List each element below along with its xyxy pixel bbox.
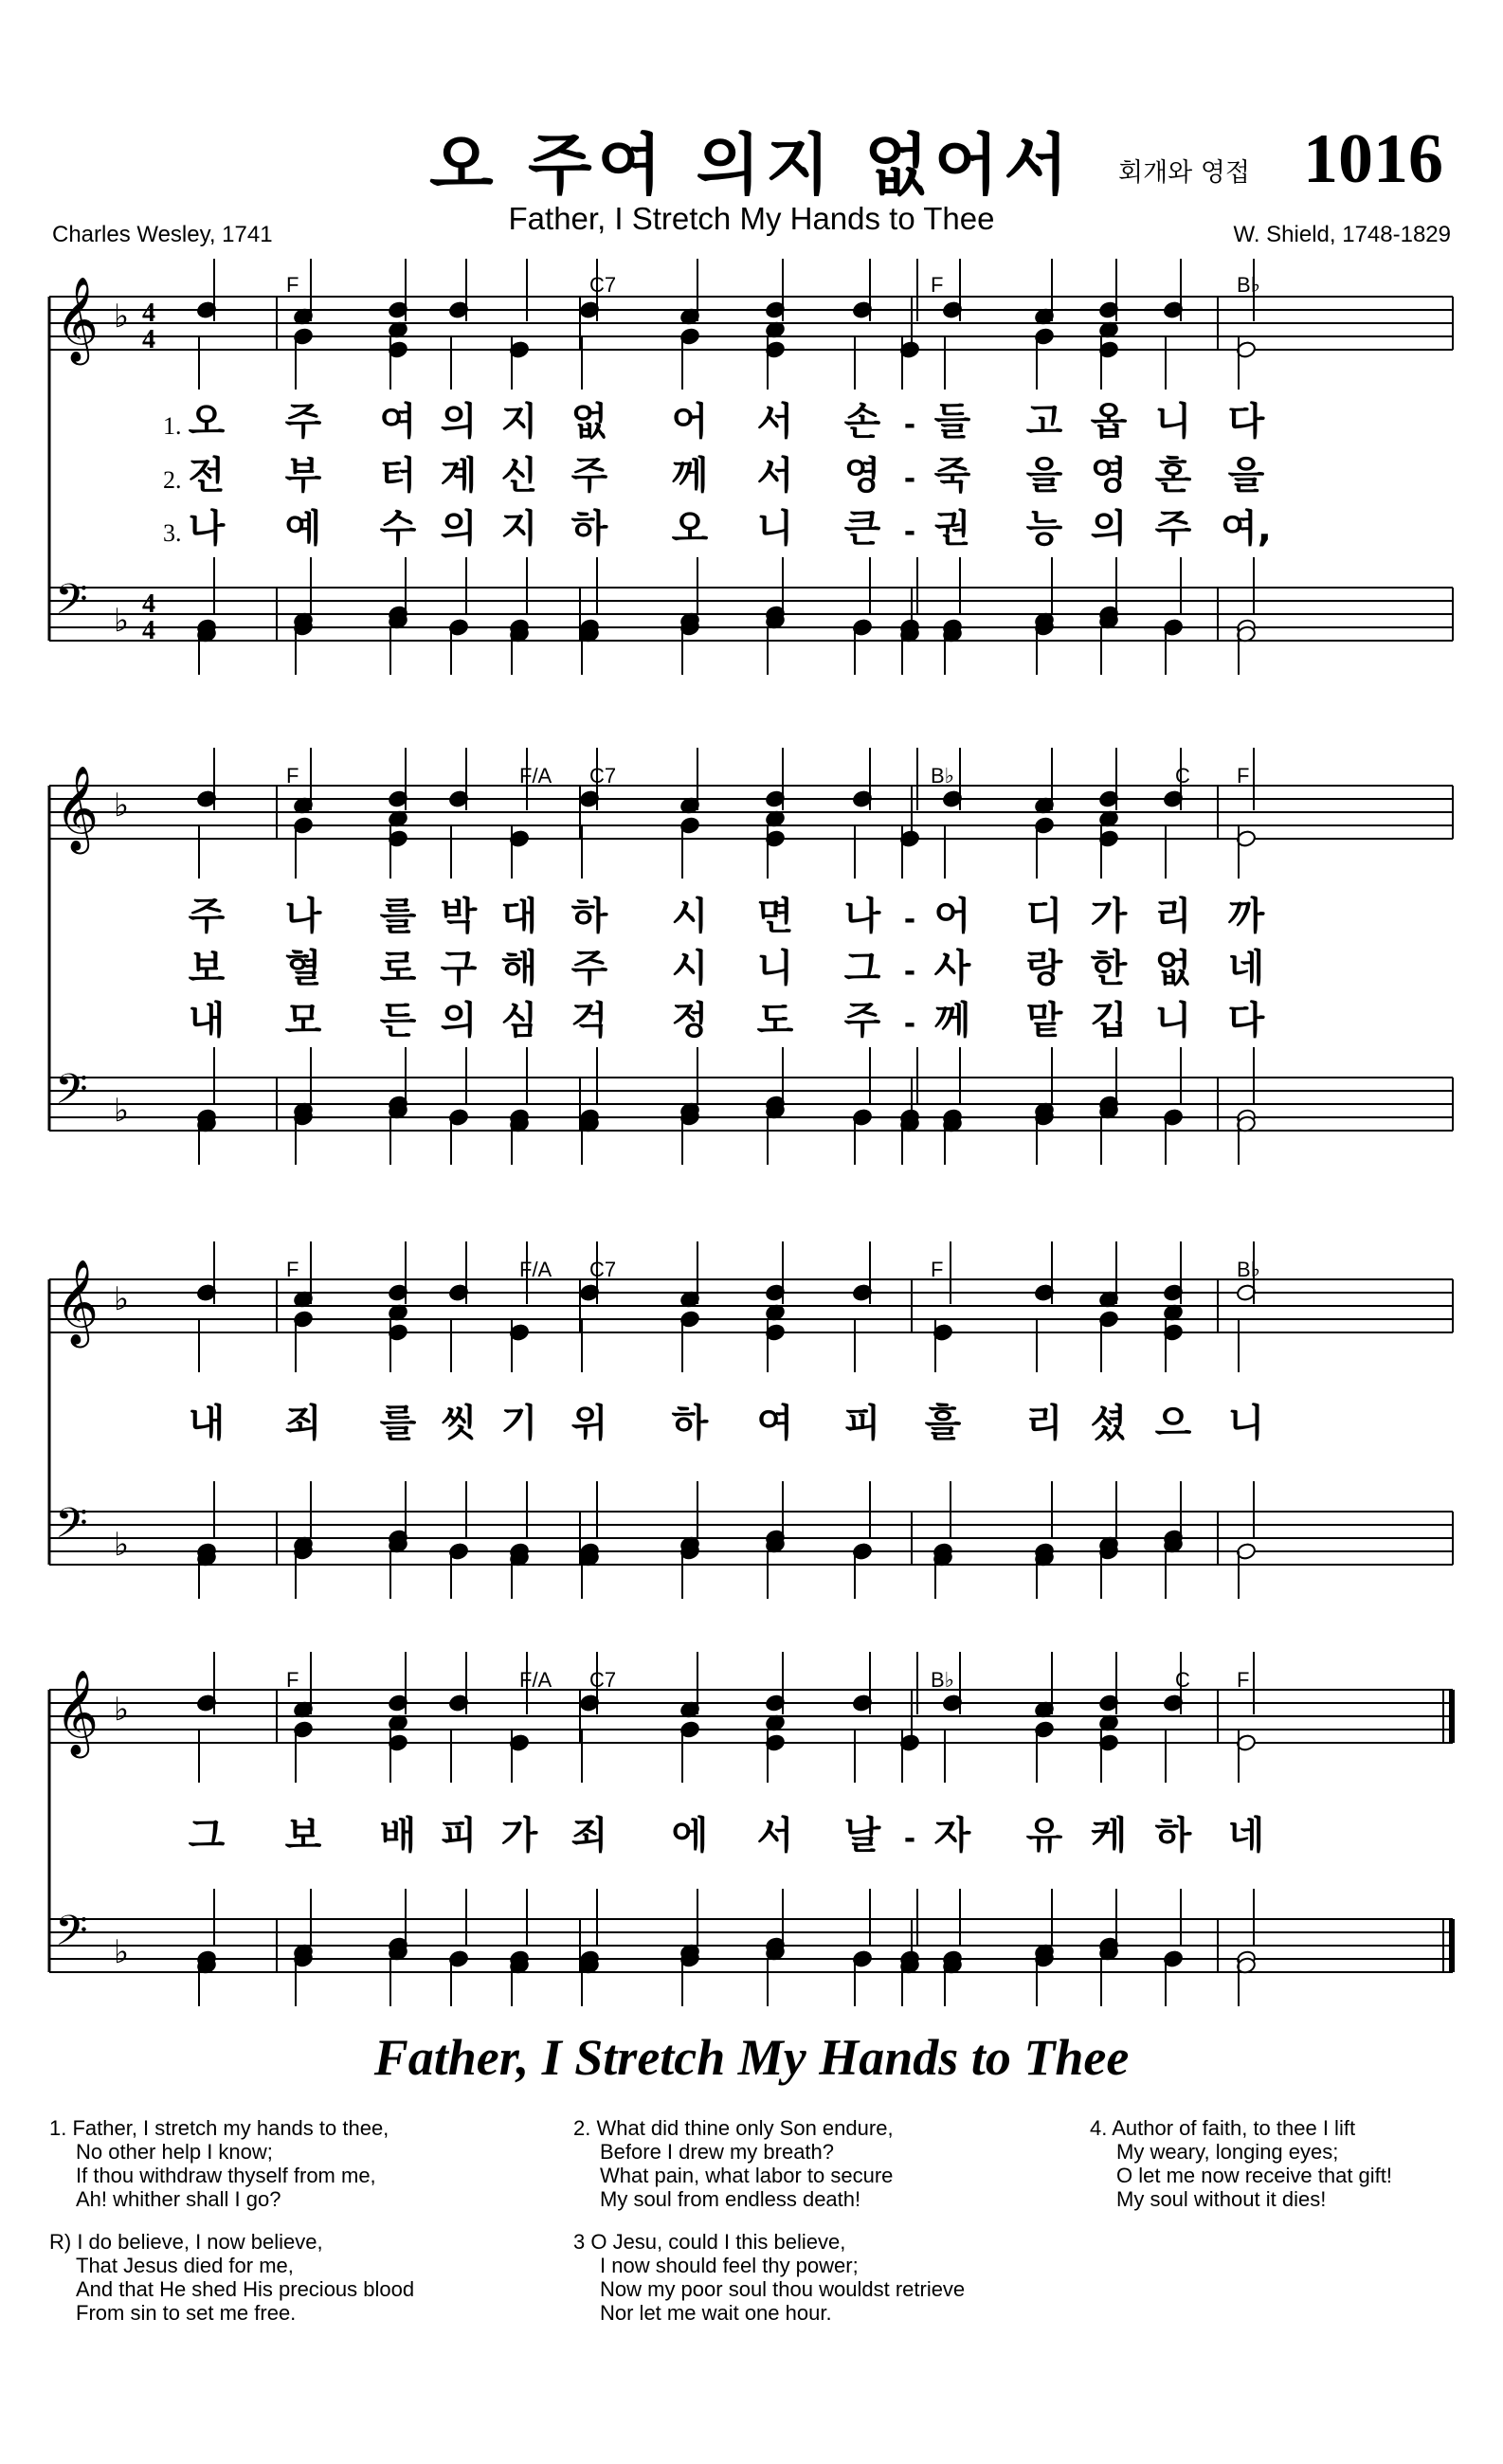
flat-sign: ♭ bbox=[114, 298, 130, 335]
lyric-syllable: 도 bbox=[756, 999, 794, 1042]
chord-symbol: C7 bbox=[589, 273, 617, 297]
lyric-syllable: 나 bbox=[188, 507, 226, 551]
lyric-syllable: 심 bbox=[500, 999, 538, 1042]
lyric-syllable: 의 bbox=[440, 400, 478, 444]
lyric-syllable: 셨 bbox=[1090, 1402, 1128, 1445]
lyric-syllable: 흘 bbox=[924, 1402, 962, 1445]
lyric-syllable: 에 bbox=[671, 1814, 709, 1857]
chord-symbol: F bbox=[286, 764, 299, 788]
lyric-syllable: 네 bbox=[1227, 947, 1265, 990]
bass-clef-icon: 𝄢 bbox=[55, 1906, 88, 1966]
chord-symbol: F bbox=[931, 1258, 944, 1281]
lyric-syllable: 대 bbox=[500, 895, 538, 938]
lyric-syllable: 내 bbox=[188, 999, 226, 1042]
chord-symbol: B♭ bbox=[1237, 273, 1261, 297]
chord-symbol: C bbox=[1175, 764, 1190, 788]
composer-credit: W. Shield, 1748-1829 bbox=[1233, 222, 1451, 247]
verse-line: Before I drew my breath? bbox=[600, 2140, 835, 2164]
verse-line: 2. What did thine only Son endure, bbox=[573, 2116, 894, 2140]
flat-sign: ♭ bbox=[114, 1691, 130, 1729]
lyric-syllable: 주 bbox=[1154, 507, 1192, 551]
lyric-syllable: 을 bbox=[1227, 454, 1265, 498]
lyric-syllable: 어 bbox=[933, 895, 971, 938]
lyric-syllable: 날 bbox=[843, 1814, 881, 1857]
verse-number: 1. bbox=[163, 412, 182, 440]
treble-clef-icon: 𝄞 bbox=[55, 1670, 100, 1755]
verse-line: Nor let me wait one hour. bbox=[600, 2301, 832, 2325]
verse-line: O let me now receive that gift! bbox=[1116, 2164, 1393, 2187]
lyric-syllable: 다 bbox=[1227, 400, 1265, 444]
flat-sign: ♭ bbox=[114, 787, 130, 824]
lyric-syllable: 나 bbox=[284, 895, 322, 938]
bass-clef-icon: 𝄢 bbox=[55, 574, 88, 634]
lyric-syllable: 맡 bbox=[1025, 999, 1063, 1042]
lyric-syllable: 니 bbox=[756, 507, 794, 551]
lyric-syllable: 자 bbox=[933, 1814, 971, 1857]
bass-clef-icon: 𝄢 bbox=[55, 1064, 88, 1124]
lyric-syllable: 그 bbox=[843, 947, 881, 990]
chord-symbol: C7 bbox=[589, 1668, 617, 1692]
lyric-syllable: 케 bbox=[1090, 1814, 1128, 1857]
lyric-syllable: 위 bbox=[570, 1402, 608, 1445]
treble-clef-icon: 𝄞 bbox=[55, 1259, 100, 1345]
lyric-syllable: 서 bbox=[756, 454, 794, 498]
lyric-syllable: 오 bbox=[188, 400, 226, 444]
lyric-syllable: 주 bbox=[284, 400, 322, 444]
lyric-syllable: 께 bbox=[933, 999, 971, 1042]
lyric-syllable: 니 bbox=[1227, 1402, 1265, 1445]
flat-sign: ♭ bbox=[114, 1092, 130, 1130]
lyric-syllable: 든 bbox=[379, 999, 417, 1042]
chord-symbol: F/A bbox=[519, 764, 552, 788]
time-signature: 4 bbox=[142, 616, 155, 645]
lyric-syllable: 옵 bbox=[1090, 400, 1128, 444]
chord-symbol: F bbox=[1237, 1668, 1250, 1692]
hymn-section: 회개와 영접 bbox=[1118, 158, 1250, 188]
lyric-syllable: 주 bbox=[843, 999, 881, 1042]
lyric-syllable: 터 bbox=[379, 454, 417, 498]
verse-number: 3. bbox=[163, 519, 182, 547]
verse-line: My soul without it dies! bbox=[1116, 2187, 1327, 2211]
english-refrain bbox=[49, 2230, 414, 2325]
lyric-syllable: 의 bbox=[1090, 507, 1128, 551]
verse-line: 1. Father, I stretch my hands to thee, bbox=[49, 2116, 389, 2140]
chord-symbol: B♭ bbox=[931, 1668, 955, 1692]
chord-symbol: C7 bbox=[589, 1258, 617, 1281]
lyric-syllable: 한 bbox=[1090, 947, 1128, 990]
lyric-syllable: 사 bbox=[933, 947, 971, 990]
time-signature: 4 bbox=[142, 325, 155, 354]
lyric-syllable: 으 bbox=[1154, 1402, 1192, 1445]
verse-line: That Jesus died for me, bbox=[76, 2254, 294, 2277]
lyric-syllable: 없 bbox=[570, 400, 608, 444]
lyric-syllable: - bbox=[903, 903, 916, 936]
lyric-syllable: 로 bbox=[379, 947, 417, 990]
lyric-syllable: 가 bbox=[1090, 895, 1128, 938]
chord-symbol: C7 bbox=[589, 764, 617, 788]
verse-line: From sin to set me free. bbox=[76, 2301, 297, 2325]
lyric-syllable: 유 bbox=[1025, 1814, 1063, 1857]
lyric-syllable: 부 bbox=[284, 454, 322, 498]
lyric-syllable: 하 bbox=[1154, 1814, 1192, 1857]
lyric-syllable: 해 bbox=[500, 947, 538, 990]
chord-symbol: C bbox=[1175, 1668, 1190, 1692]
verse-line: What pain, what labor to secure bbox=[600, 2164, 894, 2187]
lyric-syllable: 랑 bbox=[1025, 947, 1063, 990]
flat-sign: ♭ bbox=[114, 1280, 130, 1318]
lyric-syllable: 서 bbox=[756, 1814, 794, 1857]
lyric-syllable: 지 bbox=[500, 507, 538, 551]
lyric-syllable: 영 bbox=[1090, 454, 1128, 498]
verse-number: 2. bbox=[163, 466, 182, 494]
lyric-syllable: 의 bbox=[440, 999, 478, 1042]
lyric-syllable: 지 bbox=[500, 400, 538, 444]
lyric-syllable: 없 bbox=[1154, 947, 1192, 990]
chord-symbol: F bbox=[1237, 764, 1250, 788]
english-verse-3 bbox=[573, 2230, 965, 2325]
lyric-syllable: 께 bbox=[671, 454, 709, 498]
lyric-syllable: 그 bbox=[188, 1814, 226, 1857]
lyric-syllable: 여 bbox=[756, 1402, 794, 1445]
lyric-syllable: 손 bbox=[843, 400, 881, 444]
lyric-syllable: 서 bbox=[756, 400, 794, 444]
lyric-syllable: 를 bbox=[379, 895, 417, 938]
lyric-syllable: 죄 bbox=[570, 1814, 608, 1857]
lyric-syllable: 능 bbox=[1025, 507, 1063, 551]
lyric-syllable: 수 bbox=[379, 507, 417, 551]
verse-line: Now my poor soul thou wouldst retrieve bbox=[600, 2277, 966, 2301]
flat-sign: ♭ bbox=[114, 602, 130, 640]
verse-line: My soul from endless death! bbox=[600, 2187, 861, 2211]
verse-line: No other help I know; bbox=[76, 2140, 273, 2164]
lyric-syllable: 니 bbox=[1154, 999, 1192, 1042]
lyric-syllable: - bbox=[903, 1007, 916, 1041]
korean-title: 오 주여 의지 없어서 bbox=[428, 126, 1075, 204]
lyric-syllable: 하 bbox=[570, 507, 608, 551]
hymn-number: 1016 bbox=[1303, 120, 1443, 198]
verse-line: 4. Author of faith, to thee I lift bbox=[1090, 2116, 1356, 2140]
chord-symbol: F bbox=[931, 273, 944, 297]
lyric-syllable: 하 bbox=[570, 895, 608, 938]
lyric-syllable: 피 bbox=[440, 1814, 478, 1857]
lyric-syllable: 죽 bbox=[933, 454, 971, 498]
verse-line: R) I do believe, I now believe, bbox=[49, 2230, 323, 2254]
lyric-syllable: 계 bbox=[440, 454, 478, 498]
lyric-syllable: - bbox=[903, 955, 916, 988]
lyric-syllable: 고 bbox=[1025, 400, 1063, 444]
lyric-syllable: 의 bbox=[440, 507, 478, 551]
english-verse-4 bbox=[1090, 2116, 1392, 2211]
lyric-syllable: 여 bbox=[379, 400, 417, 444]
verse-line: If thou withdraw thyself from me, bbox=[76, 2164, 376, 2187]
lyric-syllable: 들 bbox=[933, 400, 971, 444]
verse-line: 3 O Jesu, could I this believe, bbox=[573, 2230, 846, 2254]
lyric-syllable: 정 bbox=[671, 999, 709, 1042]
lyric-syllable: 전 bbox=[188, 454, 226, 498]
chord-symbol: F bbox=[286, 1258, 299, 1281]
lyric-syllable: 면 bbox=[756, 895, 794, 938]
final-barline bbox=[1449, 1919, 1455, 1972]
lyric-syllable: 어 bbox=[671, 400, 709, 444]
time-signature: 4 bbox=[142, 299, 155, 328]
english-hymn-title: Father, I Stretch My Hands to Thee bbox=[373, 2029, 1130, 2086]
flat-sign: ♭ bbox=[114, 1933, 130, 1971]
lyric-syllable: 나 bbox=[843, 895, 881, 938]
lyric-syllable: 오 bbox=[671, 507, 709, 551]
lyric-syllable: 니 bbox=[1154, 400, 1192, 444]
english-verse-1 bbox=[49, 2116, 389, 2211]
lyric-syllable: 혈 bbox=[284, 947, 322, 990]
chord-symbol: B♭ bbox=[931, 764, 955, 788]
verse-line: Ah! whither shall I go? bbox=[76, 2187, 281, 2211]
lyric-syllable: 씻 bbox=[440, 1402, 478, 1445]
lyric-syllable: 배 bbox=[379, 1814, 417, 1857]
lyric-syllable: 권 bbox=[933, 507, 971, 551]
lyric-syllable: 가 bbox=[500, 1814, 538, 1857]
lyric-syllable: - bbox=[903, 516, 916, 549]
lyric-syllable: 주 bbox=[188, 895, 226, 938]
lyric-syllable: 하 bbox=[671, 1402, 709, 1445]
lyric-syllable: 신 bbox=[500, 454, 538, 498]
lyric-syllable: 예 bbox=[284, 507, 322, 551]
lyric-syllable: 내 bbox=[188, 1402, 226, 1445]
lyric-syllable: 주 bbox=[570, 947, 608, 990]
lyric-syllable: 를 bbox=[379, 1402, 417, 1445]
time-signature: 4 bbox=[142, 589, 155, 619]
lyric-syllable: 주 bbox=[570, 454, 608, 498]
lyric-syllable: 시 bbox=[671, 947, 709, 990]
lyric-syllable: - bbox=[903, 1822, 916, 1856]
lyric-syllable: 네 bbox=[1227, 1814, 1265, 1857]
verse-line: I now should feel thy power; bbox=[600, 2254, 859, 2277]
treble-clef-icon: 𝄞 bbox=[55, 766, 100, 851]
author-credit: Charles Wesley, 1741 bbox=[52, 222, 273, 247]
chord-symbol: F bbox=[286, 273, 299, 297]
lyric-syllable: 구 bbox=[440, 947, 478, 990]
lyric-syllable: 을 bbox=[1025, 454, 1063, 498]
lyric-syllable: 기 bbox=[500, 1402, 538, 1445]
treble-clef-icon: 𝄞 bbox=[55, 277, 100, 362]
lyric-syllable: 영 bbox=[843, 454, 881, 498]
lyric-syllable: 니 bbox=[756, 947, 794, 990]
lyric-syllable: 리 bbox=[1154, 895, 1192, 938]
chord-symbol: F bbox=[286, 1668, 299, 1692]
bass-clef-icon: 𝄢 bbox=[55, 1498, 88, 1558]
lyric-syllable: 깁 bbox=[1090, 999, 1128, 1042]
lyric-syllable: 모 bbox=[284, 999, 322, 1042]
english-title: Father, I Stretch My Hands to Thee bbox=[508, 201, 995, 236]
lyric-syllable: - bbox=[903, 408, 916, 442]
final-barline bbox=[1449, 1690, 1455, 1743]
lyric-syllable: - bbox=[903, 462, 916, 496]
lyric-syllable: 리 bbox=[1025, 1402, 1063, 1445]
verse-line: My weary, longing eyes; bbox=[1116, 2140, 1339, 2164]
chord-symbol: F/A bbox=[519, 1668, 552, 1692]
english-verse-2 bbox=[573, 2116, 894, 2211]
lyric-syllable: 까 bbox=[1227, 895, 1265, 938]
lyric-syllable: 혼 bbox=[1154, 454, 1192, 498]
flat-sign: ♭ bbox=[114, 1526, 130, 1564]
lyric-syllable: 시 bbox=[671, 895, 709, 938]
verse-line: And that He shed His precious blood bbox=[76, 2277, 415, 2301]
chord-symbol: B♭ bbox=[1237, 1258, 1261, 1281]
lyric-syllable: 다 bbox=[1227, 999, 1265, 1042]
lyric-syllable: 박 bbox=[440, 895, 478, 938]
chord-symbol: F/A bbox=[519, 1258, 552, 1281]
lyric-syllable: 죄 bbox=[284, 1402, 322, 1445]
lyric-syllable: 보 bbox=[284, 1814, 322, 1857]
lyric-syllable: 디 bbox=[1025, 895, 1063, 938]
lyric-syllable: 피 bbox=[843, 1402, 881, 1445]
lyric-syllable: 여, bbox=[1221, 507, 1272, 551]
lyric-syllable: 보 bbox=[188, 947, 226, 990]
lyric-syllable: 걱 bbox=[570, 999, 608, 1042]
lyric-syllable: 큰 bbox=[843, 507, 881, 551]
